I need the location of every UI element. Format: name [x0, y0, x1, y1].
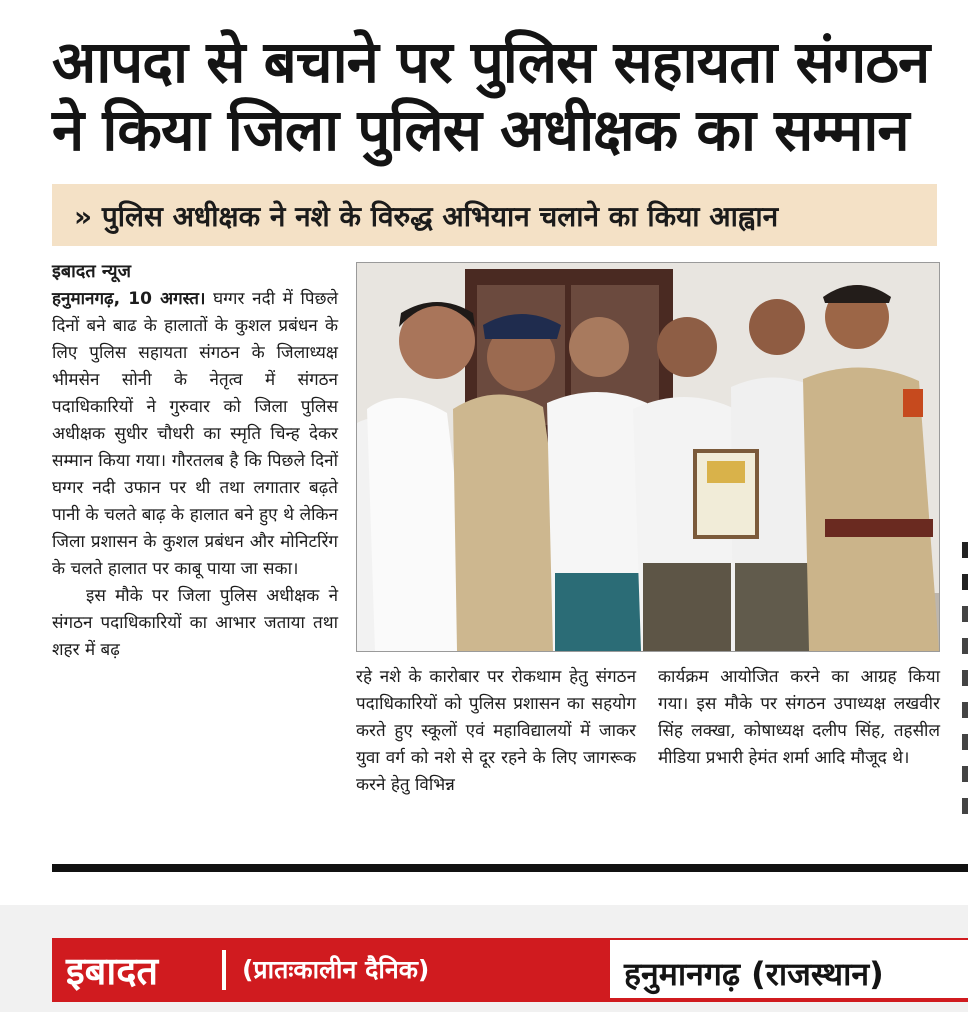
masthead-underline — [610, 998, 968, 1002]
subheadline: » पुलिस अधीक्षक ने नशे के विरुद्ध अभियान चलाने का किया आह्वान — [74, 200, 779, 233]
newspaper-name: इबादत — [66, 949, 159, 993]
photo-illustration — [357, 263, 939, 651]
newspaper-place: हनुमानगढ़ (राजस्थान) — [624, 955, 884, 993]
news-photo — [356, 262, 940, 652]
adjacent-article-edge — [960, 540, 968, 840]
masthead-separator — [222, 950, 226, 990]
article-bottom-rule — [52, 864, 968, 872]
headline-line-2: ने किया जिला पुलिस अधीक्षक का सम्मान — [52, 96, 909, 164]
dateline: हनुमानगढ़, 10 अगस्त। — [52, 289, 206, 309]
masthead — [52, 938, 968, 1002]
subheadline-bar — [52, 184, 937, 246]
article-paragraph-2: इस मौके पर जिला पुलिस अधीक्षक ने संगठन पदाधिकारियों का आभार जताया तथा शहर में बढ़ — [52, 586, 338, 660]
byline: इबादत न्यूज — [52, 261, 131, 282]
newspaper-edition: (प्रातःकालीन दैनिक) — [242, 955, 430, 984]
paragraph-1-text: घग्गर नदी में पिछले दिनों बने बाढ के हालातों के कुशल प्रबंधन के लिए पुलिस सहायता संगठन के जिलाध्यक्ष भीमसेन सोनी के नेतृत्व में संगठन पदाधिकारियों ने गुरुवार को जिला पुलिस अधीक्षक सुधीर चौधरी का स्मृति चिन्ह देकर सम्मान किया गया। गौरतलब है कि पिछले दिनों घग्गर नदी उफान पर थी तथा लगातार बढ़ते पानी के चलते बाढ़ के हालात बने हुए थे लेकिन जिला प्रशासन के कुशल प्रबंधन और मोनिटरिंग के चलते हालात पर काबू पाया जा सका। — [52, 289, 339, 579]
masthead-place-block — [610, 938, 968, 1002]
article-headline — [52, 28, 952, 164]
article-column-1 — [52, 258, 338, 664]
masthead-red-block — [52, 938, 610, 1002]
headline-line-1: आपदा से बचाने पर पुलिस सहायता संगठन — [52, 28, 930, 96]
article-paragraph-1 — [52, 286, 338, 583]
article-column-2: रहे नशे के कारोबार पर रोकथाम हेतु संगठन पदाधिकारियों को पुलिस प्रशासन का सहयोग करते हुए स्कूलों एवं महाविद्यालयों में जाकर युवा वर्ग को नशे से दूर रहने के लिए जागरूक करने हेतु विभिन्न — [356, 667, 636, 795]
adjacent-text-fragment — [960, 540, 968, 840]
article-column-3: कार्यक्रम आयोजित करने का आग्रह किया गया। इस मौके पर संगठन उपाध्यक्ष लखवीर सिंह लक्खा, कोषाध्यक्ष दलीप सिंह, तहसील मीडिया प्रभारी हेमंत शर्मा आदि मौजूद थे। — [658, 667, 940, 768]
